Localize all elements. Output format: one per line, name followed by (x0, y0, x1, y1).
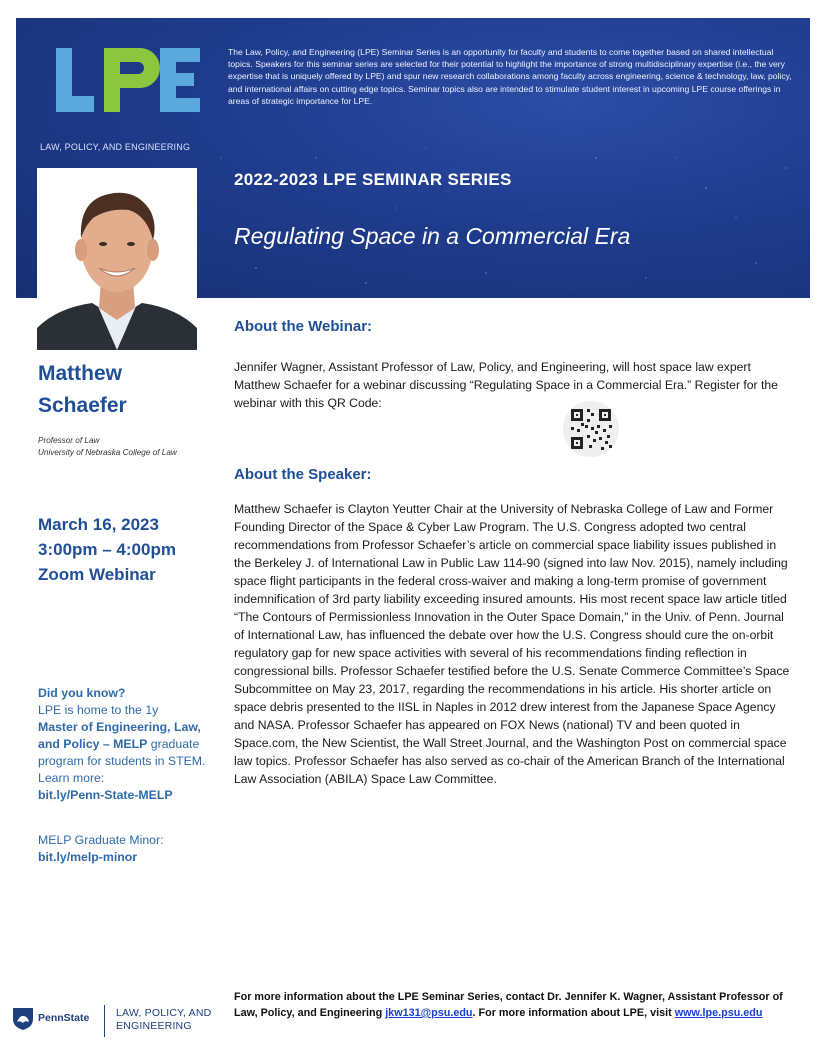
speaker-bio: Matthew Schaefer is Clayton Yeutter Chair at the University of Nebraska College of Law and Former Founding Director of the Space & Cyber Law Program. The U.S. Congress adopted two central recommendations from Professor Schaefer’s article on commercial space liability issues published in the Berkeley J. of International Law in Public Law 114-90 (signed into law Nov. 2015), namely including space flight participants in the federal cross-waiver and making a long-term promise of government indemnification of 3rd party liability exceeding insured amounts. His most recent space law article titled “The Contours of Permissionless Innovation in the Outer Space Domain,” in the Univ. of Penn. Journal of International Law, has influenced the debate over how the U.S. Congress should cure the on-orbit regulatory gap for new space activities with several of his recommendations finding reflection in congressional bills. Professor Schaefer testified before the U.S. Senate Commerce Committee’s Space Subcommittee on May 23, 2017, regarding the recommendations in his article. His shorter article on space debris presented to the IISL in Naples in 2012 drew interest from the Japanese Space Agency and NASA. Professor Schaefer has appeared on FOX News (national) TV and been quoted in Space.com, the New Scientist, the Wall Street Journal, and the Washington Post on commercial space law topics. Professor Schaefer has also served as co-chair of the American Branch of the International Law Association (ABILA) Space Law Committee. (234, 502, 790, 786)
speaker-affiliation: University of Nebraska College of Law (38, 448, 177, 457)
logo-tagline: LAW, POLICY, AND ENGINEERING (40, 142, 191, 152)
speaker-last-name: Schaefer (38, 394, 127, 417)
pennstate-shield-icon (12, 1007, 34, 1031)
footer-contact (234, 989, 804, 1021)
seminar-title: Regulating Space in a Commercial Era (234, 223, 631, 249)
more-info-text: . For more information about LPE, visit (472, 1007, 675, 1019)
series-title: 2022-2023 LPE SEMINAR SERIES (234, 170, 512, 189)
website-link[interactable]: www.lpe.psu.edu (674, 1007, 763, 1019)
about-speaker-heading: About the Speaker: (234, 466, 372, 483)
melp-program-name: Master of Engineering, Law, and Policy – MELP (38, 720, 201, 751)
contact-text: For more information about the LPE Seminar Series, contact Dr. Jennifer K. Wagner, Assistant Professor of Law, Policy, and Engineering (234, 991, 783, 1019)
speaker-first-name: Matthew (38, 362, 122, 385)
unit-name-line-1: LAW, POLICY, AND (116, 1007, 212, 1019)
lpe-logo-mark (40, 38, 216, 132)
speaker-title: Professor of Law (38, 436, 100, 445)
footer-divider (104, 1005, 105, 1037)
contact-email-link[interactable]: jkw131@psu.edu (385, 1007, 473, 1019)
event-details (38, 512, 228, 587)
event-format: Zoom Webinar (38, 565, 156, 584)
did-you-know-box (38, 685, 222, 804)
about-webinar-heading: About the Webinar: (234, 318, 373, 335)
minor-label: MELP Graduate Minor: (38, 833, 164, 847)
pennstate-logo (12, 1002, 224, 1042)
did-you-know-text-2: graduate program for students in STEM. Learn more: (38, 737, 206, 785)
qr-code-icon[interactable] (563, 401, 619, 457)
unit-name (116, 1007, 226, 1033)
event-date: March 16, 2023 (38, 515, 159, 534)
series-intro: The Law, Policy, and Engineering (LPE) Seminar Series is an opportunity for faculty and students to come together based on shared intellectual topics. Speakers for this seminar series are selected for their potential to highlight the importance of strong multidisciplinary expertise (i.e., the very expertise that is uniquely offered by LPE) and spur new research collaborations among faculty across engineering, science & technology, law, policy, and international affairs on cutting edge topics. Seminar topics also are intended to stimulate student interest in upcoming LPE course offerings in areas of strategic importance for LPE. (228, 47, 792, 106)
minor-link[interactable]: bit.ly/melp-minor (38, 850, 138, 864)
graduate-minor-box (38, 832, 222, 866)
speaker-credentials (38, 435, 228, 459)
speaker-photo (37, 168, 197, 350)
lpe-logo (40, 38, 216, 158)
qr-code-pattern (563, 401, 619, 457)
melp-link[interactable]: bit.ly/Penn-State-MELP (38, 788, 173, 802)
did-you-know-heading: Did you know? (38, 686, 126, 700)
pennstate-wordmark: PennState (38, 1012, 90, 1024)
event-time: 3:00pm – 4:00pm (38, 540, 176, 559)
unit-name-line-2: ENGINEERING (116, 1020, 192, 1032)
speaker-portrait-icon (37, 168, 197, 350)
about-webinar-text: Jennifer Wagner, Assistant Professor of Law, Policy, and Engineering, will host space law expert Matthew Schaefer for a webinar discussing “Regulating Space in a Commercial Era.” Register for the webinar with this QR Code: (234, 360, 778, 410)
did-you-know-text: LPE is home to the 1y (38, 703, 159, 717)
speaker-name (38, 358, 218, 422)
